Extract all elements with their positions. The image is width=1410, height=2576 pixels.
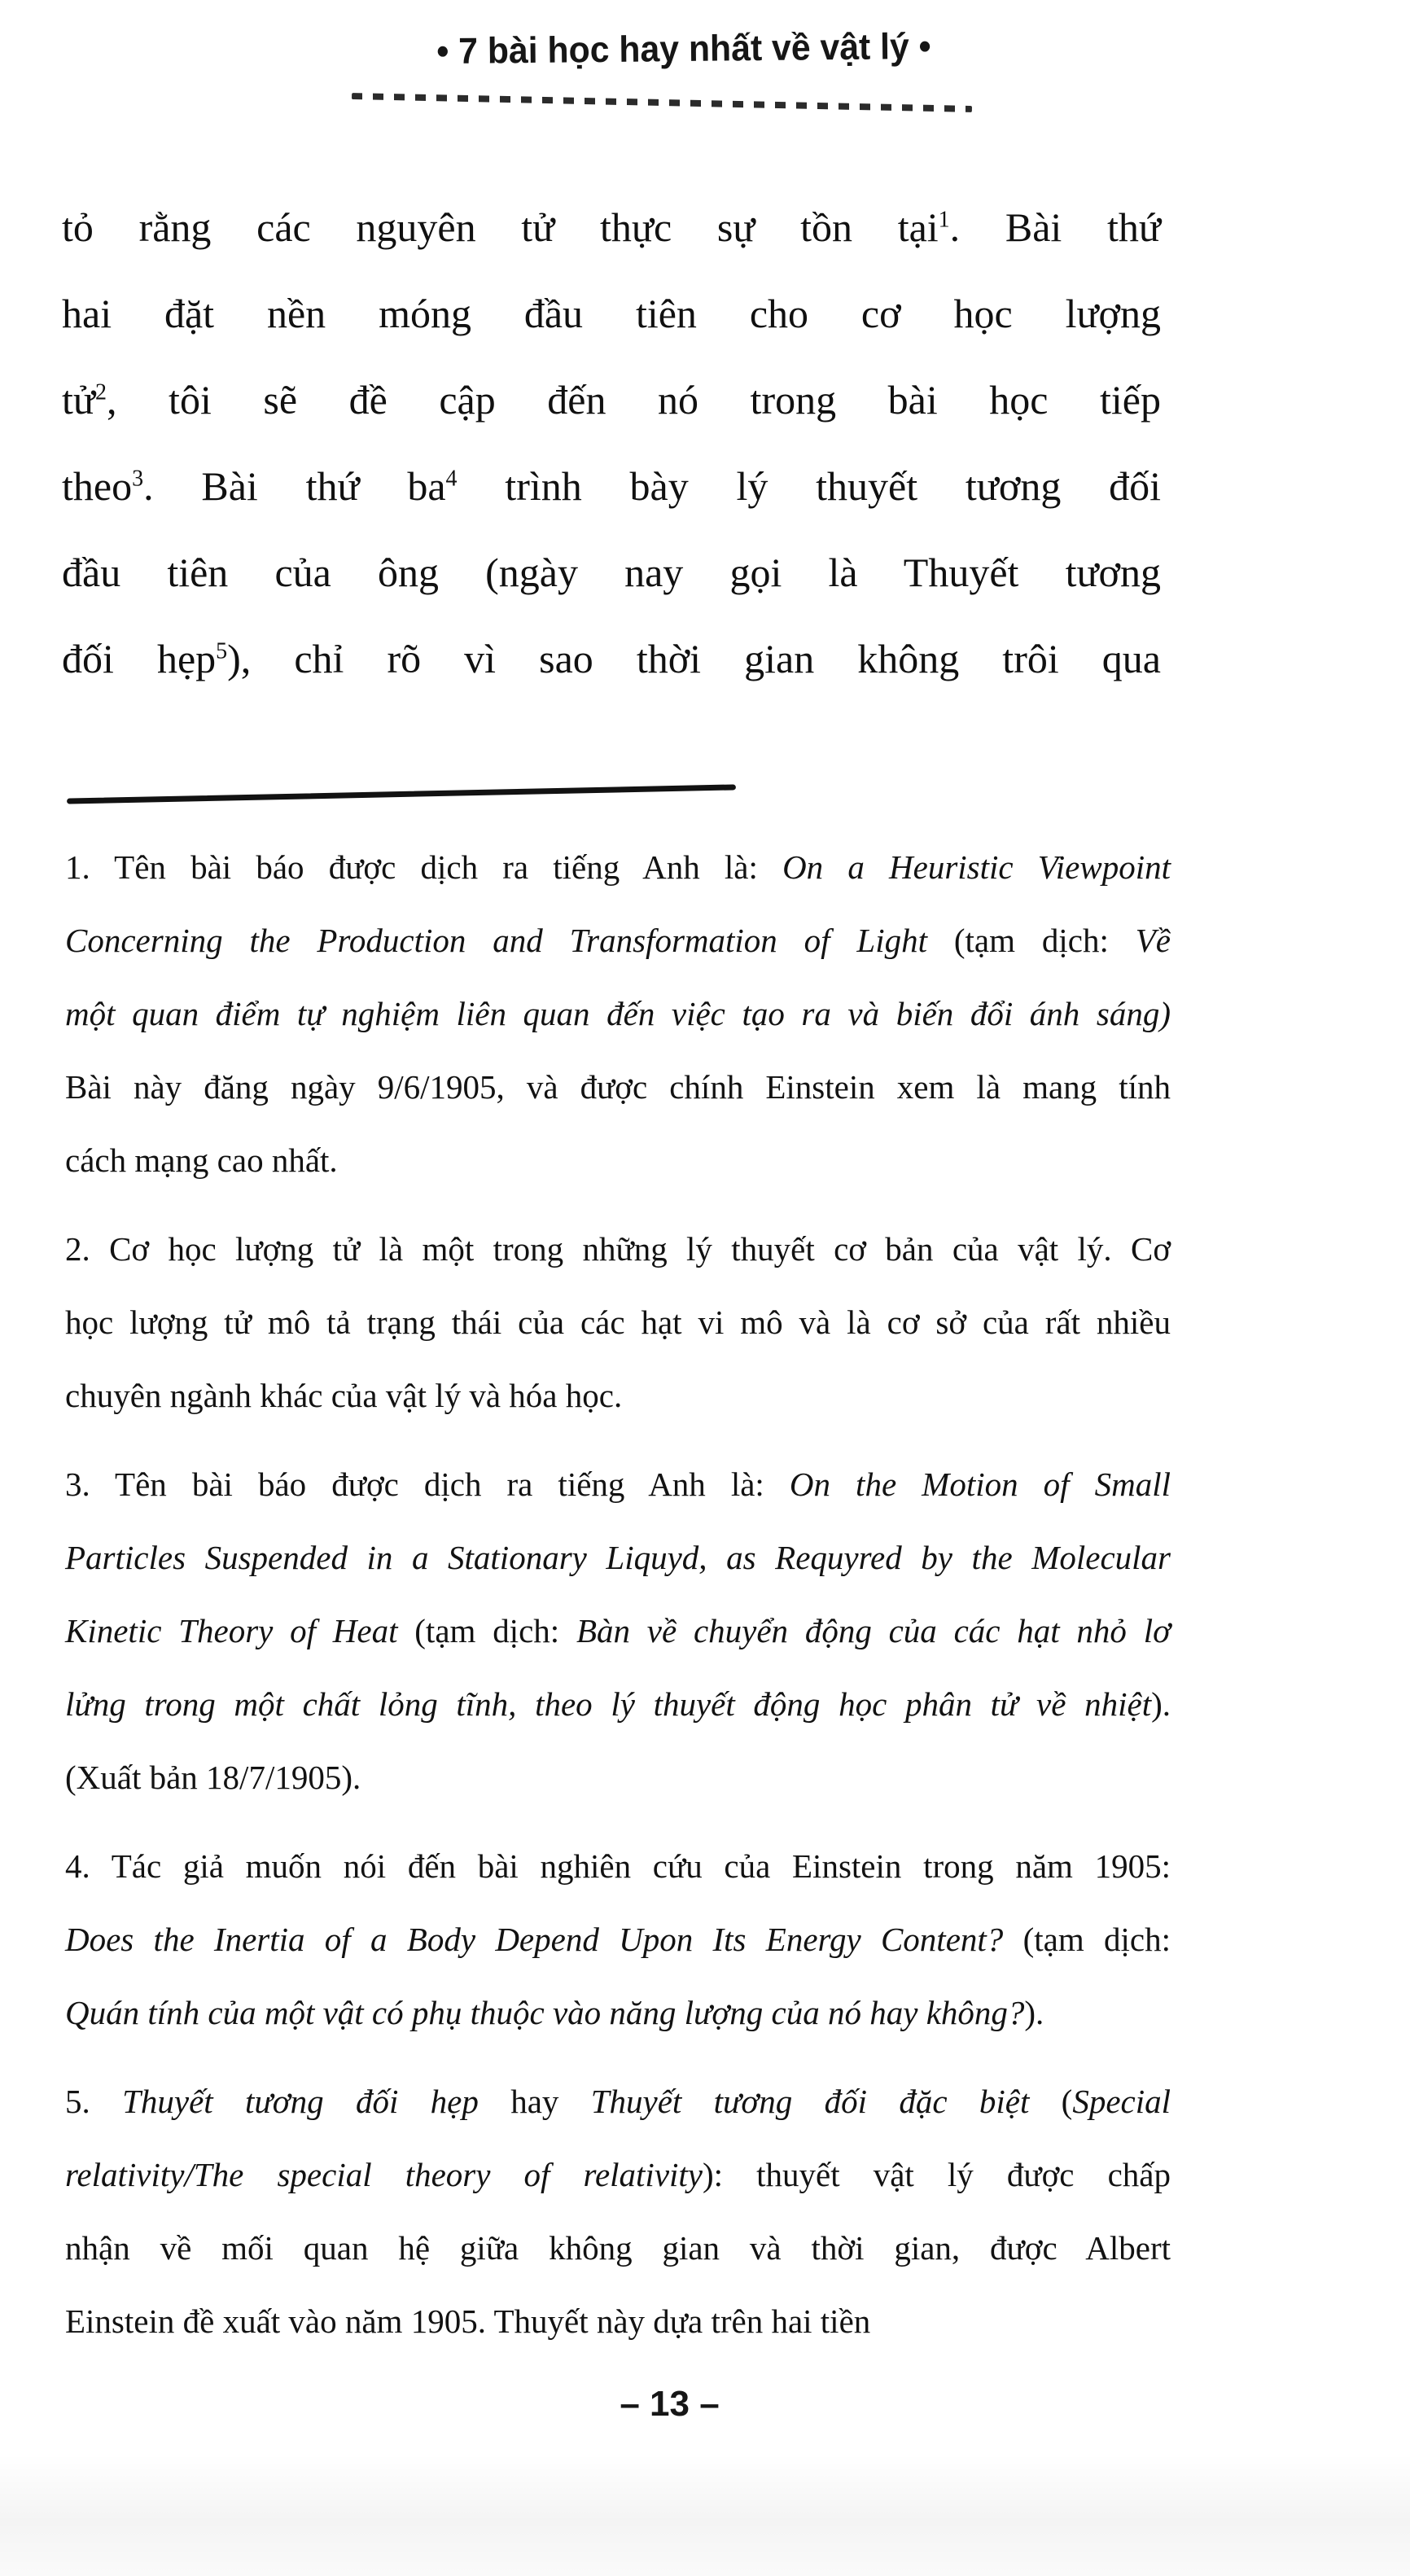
footnote-line — [65, 1521, 1171, 1594]
text-segment: theo — [62, 463, 133, 509]
footnotes-section — [65, 830, 1171, 2373]
text-segment: . Bài thứ ba — [143, 463, 446, 509]
text-segment: Bàn về chuyển động của các hạt nhỏ lơ — [576, 1612, 1171, 1649]
footnote-ref: 2 — [95, 379, 107, 405]
footnote-line — [65, 977, 1171, 1050]
text-segment: 2. Cơ học lượng tử là một trong những lý thuyết cơ bản của vật lý. Cơ — [65, 1230, 1171, 1268]
footnote-line — [65, 1359, 1171, 1432]
footnote-line — [65, 1667, 1171, 1741]
text-segment: ): thuyết vật lý được chấp — [703, 2156, 1171, 2193]
text-segment: . Bài thứ — [949, 204, 1161, 250]
footnote-line — [65, 1976, 1171, 2049]
footnote-line — [65, 1741, 1171, 1814]
text-segment: 3. Tên bài báo được dịch ra tiếng Anh là: — [65, 1465, 790, 1503]
footnote-line — [65, 1124, 1171, 1197]
footnote-separator-rule — [67, 784, 736, 804]
text-segment: hai đặt nền móng đầu tiên cho cơ học lượng — [62, 291, 1161, 336]
text-segment: cách mạng cao nhất. — [65, 1141, 338, 1179]
text-segment: ). — [1024, 1994, 1044, 2031]
footnote-ref: 4 — [445, 466, 458, 492]
running-header: • 7 bài học hay nhất về vật lý • — [436, 24, 931, 72]
text-segment: Quán tính của một vật có phụ thuộc vào năng lượng của nó hay không? — [65, 1994, 1025, 2031]
text-segment: Special — [1072, 2083, 1171, 2120]
footnote-3 — [65, 1448, 1171, 1814]
footnote-line — [65, 1286, 1171, 1359]
footnote-5 — [65, 2065, 1171, 2358]
text-segment: 5. — [65, 2083, 123, 2120]
footnote-ref: 5 — [216, 638, 228, 664]
text-segment: Bài này đăng ngày 9/6/1905, và được chính Einstein xem là mang tính — [65, 1068, 1171, 1106]
page-edge-shadow — [0, 2454, 1410, 2576]
text-segment: nhận về mối quan hệ giữa không gian và thời gian, được Albert — [65, 2229, 1171, 2267]
text-segment: học lượng tử mô tả trạng thái của các hạt vi mô và là cơ sở của rất nhiều — [65, 1303, 1171, 1341]
text-segment: 1. Tên bài báo được dịch ra tiếng Anh là: — [65, 848, 783, 886]
text-segment: On a Heuristic Viewpoint — [782, 848, 1171, 886]
text-segment: (Xuất bản 18/7/1905). — [65, 1759, 361, 1796]
text-segment: (tạm dịch: — [1003, 1921, 1171, 1958]
text-segment: ), chỉ rõ vì sao thời gian không trôi qua — [227, 636, 1161, 681]
footnote-ref: 3 — [132, 466, 144, 492]
text-segment: chuyên ngành khác của vật lý và hóa học. — [65, 1377, 623, 1414]
footnote-line — [65, 2065, 1171, 2138]
footnote-ref: 1 — [938, 207, 950, 233]
text-segment: ). — [1151, 1685, 1171, 1723]
body-line — [62, 270, 1161, 357]
text-segment: hay — [478, 2083, 591, 2120]
body-line — [62, 443, 1161, 529]
footnote-4 — [65, 1829, 1171, 2049]
text-segment: Does the Inertia of a Body Depend Upon Its Energy Content? — [65, 1921, 1004, 1958]
text-segment: Concerning the Production and Transformation of Light — [65, 922, 928, 959]
text-segment: ( — [1029, 2083, 1073, 2120]
text-segment: Particles Suspended in a Stationary Liquyd, as Requyred by the Molecular — [65, 1539, 1171, 1576]
text-segment: On the Motion of Small — [789, 1465, 1171, 1503]
text-segment: relativity/The special theory of relativity — [65, 2156, 703, 2193]
footnote-line — [65, 1594, 1171, 1667]
text-segment: Về — [1135, 922, 1171, 959]
text-segment: trình bày lý thuyết tương đối — [457, 463, 1161, 509]
page-number: – 13 – — [620, 2384, 720, 2424]
footnote-1 — [65, 830, 1171, 1197]
footnote-2 — [65, 1212, 1171, 1432]
text-segment: Einstein đề xuất vào năm 1905. Thuyết này dựa trên hai tiền — [65, 2302, 871, 2340]
body-paragraph — [62, 184, 1161, 702]
text-segment: 4. Tác giả muốn nói đến bài nghiên cứu của Einstein trong năm 1905: — [65, 1847, 1171, 1885]
footnote-line — [65, 830, 1171, 904]
footnote-line — [65, 1903, 1171, 1976]
text-segment: Kinetic Theory of Heat — [65, 1612, 398, 1649]
footnote-line — [65, 1829, 1171, 1903]
footnote-line — [65, 2138, 1171, 2211]
body-line — [62, 357, 1161, 443]
header-dashed-underline — [352, 93, 972, 112]
body-line — [62, 529, 1161, 616]
text-segment: (tạm dịch: — [927, 922, 1136, 959]
text-segment: Thuyết tương đối hẹp — [122, 2083, 479, 2120]
text-segment: Thuyết tương đối đặc biệt — [590, 2083, 1030, 2120]
footnote-line — [65, 904, 1171, 977]
footnote-line — [65, 1212, 1171, 1286]
text-segment: , tôi sẽ đề cập đến nó trong bài học tiếp — [107, 377, 1161, 423]
text-segment: tỏ rằng các nguyên tử thực sự tồn tại — [62, 204, 939, 250]
text-segment: lửng trong một chất lỏng tĩnh, theo lý thuyết động học phân tử về nhiệt — [65, 1685, 1152, 1723]
footnote-line — [65, 1448, 1171, 1521]
body-line — [62, 184, 1161, 270]
text-segment: đối hẹp — [62, 636, 217, 681]
text-segment: (tạm dịch: — [397, 1612, 576, 1649]
footnote-line — [65, 2211, 1171, 2285]
body-line — [62, 616, 1161, 702]
text-segment: đầu tiên của ông (ngày nay gọi là Thuyết tương — [62, 550, 1161, 595]
text-segment: tử — [62, 377, 95, 423]
footnote-line — [65, 1050, 1171, 1124]
footnote-line — [65, 2285, 1171, 2358]
text-segment: một quan điểm tự nghiệm liên quan đến việc tạo ra và biến đổi ánh sáng) — [65, 995, 1171, 1032]
